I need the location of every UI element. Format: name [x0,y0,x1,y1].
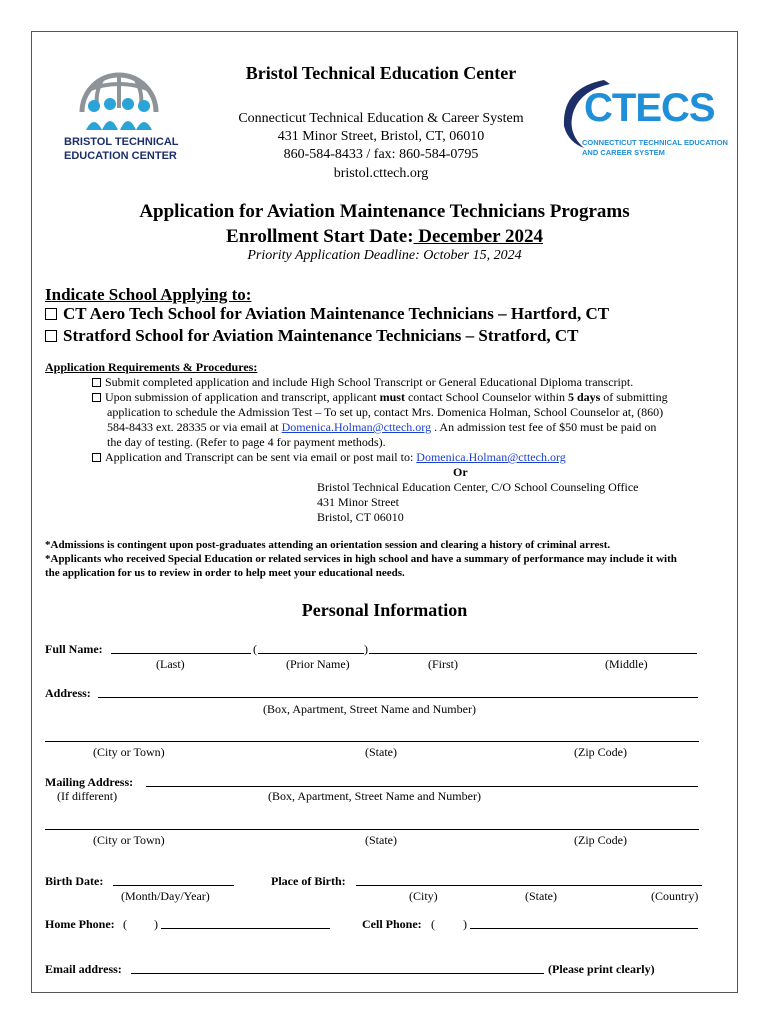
school-select-heading: Indicate School Applying to: [45,285,252,304]
priority-deadline: Priority Application Deadline: October 15, 2024 [247,248,522,263]
home-phone-close-paren: ) [154,917,158,931]
state-hint: (State) [365,745,397,759]
stratford-checkbox[interactable] [45,330,57,342]
mail-address-line1: Bristol Technical Education Center, C/O School Counseling Office [317,480,639,494]
mailing-city-state-zip-field[interactable] [45,817,699,830]
birth-city-hint: (City) [409,889,438,903]
requirement-2-line2: application to schedule the Admission Test – To set up, contact Mrs. Domenica Holman, School Counselor at, (860) [107,405,664,419]
prior-name-close-paren: ) [364,642,368,656]
home-phone-open-paren: ( [123,917,127,931]
requirement-item-2 [92,390,668,405]
note-special-ed-2: the application for us to review in order to help meet your educational needs. [45,567,405,579]
prior-name-field[interactable] [258,641,364,654]
school-website: bristol.cttech.org [333,166,429,181]
address-label: Address: [45,686,91,700]
cell-phone-open-paren: ( [431,917,435,931]
first-middle-name-field[interactable] [369,641,697,654]
req2-must: must [379,390,405,404]
first-hint: (First) [428,657,458,671]
req2-text-c: of submitting [600,390,668,404]
mailing-street-hint: (Box, Apartment, Street Name and Number) [268,789,481,803]
mailing-state-hint: (State) [365,833,397,847]
school-name: Bristol Technical Education Center [245,63,517,83]
school-option-stratford[interactable] [45,326,579,346]
note-criminal: *Admissions is contingent upon post-graduates attending an orientation session and clearing a history of criminal arrest. [45,539,611,551]
zip-hint: (Zip Code) [574,745,627,759]
req2-text-b: contact School Counselor within [404,390,568,404]
address-hint: (Box, Apartment, Street Name and Number) [263,702,476,716]
requirement-2-line3 [107,420,656,435]
mailing-address-field[interactable] [146,774,698,787]
ctecs-wordmark: CTECS [584,86,715,130]
cell-phone-field[interactable] [470,916,698,929]
birth-country-hint: (Country) [651,889,699,903]
counselor-email-link[interactable]: Domenica.Holman@cttech.org [281,420,432,434]
cell-phone-label: Cell Phone: [362,917,422,931]
requirement-2-line4: the day of testing. (Refer to page 4 for payment methods). [107,435,386,449]
address-field[interactable] [98,685,698,698]
counselor-email-link-2[interactable]: Domenica.Holman@cttech.org [416,450,566,464]
bristol-globe-icon [52,60,186,140]
req2-line3-a: 584-8433 ext. 28335 or via email at [107,420,282,434]
enrollment-date: December 2024 [413,226,543,247]
requirement-1-checkbox[interactable] [92,378,101,387]
full-name-label: Full Name: [45,642,103,656]
mailing-zip-hint: (Zip Code) [574,833,627,847]
birth-state-hint: (State) [525,889,557,903]
bristol-logo-line1: BRISTOL TECHNICAL [64,136,179,148]
birth-date-field[interactable] [113,873,234,886]
email-label: Email address: [45,962,122,976]
school-phone-fax: 860-584-8433 / fax: 860-584-0795 [283,147,479,162]
bristol-logo-line2: EDUCATION CENTER [64,150,177,162]
requirement-item-3 [92,450,566,465]
application-title: Application for Aviation Maintenance Technicians Programs [139,201,630,222]
note-special-ed-1: *Applicants who received Special Education or related services in high school and have a summary of performance may include it with [45,553,677,565]
ctecs-logo-line2: AND CAREER SYSTEM [582,148,665,157]
prior-name-hint: (Prior Name) [286,657,350,671]
print-clearly-note: (Please print clearly) [548,962,655,976]
cell-phone-close-paren: ) [463,917,467,931]
city-town-hint: (City or Town) [93,745,165,759]
hartford-checkbox[interactable] [45,308,57,320]
bristol-logo [52,40,186,178]
birth-date-hint: (Month/Day/Year) [121,889,210,903]
place-of-birth-field[interactable] [356,873,702,886]
last-hint: (Last) [156,657,185,671]
req2-days: 5 days [567,390,601,404]
mail-address-line3: Bristol, CT 06010 [317,510,404,524]
if-different-hint: (If different) [57,789,118,803]
enrollment-label: Enrollment Start Date: [226,226,414,247]
mail-address-line2: 431 Minor Street [317,495,399,509]
requirements-heading: Application Requirements & Procedures: [45,360,258,374]
requirement-2-checkbox[interactable] [92,393,101,402]
requirement-1-text: Submit completed application and include High School Transcript or General Educational Diploma transcript. [105,375,634,389]
place-of-birth-label: Place of Birth: [271,874,346,888]
requirement-item-1 [92,375,633,390]
ctecs-logo-line1: CONNECTICUT TECHNICAL EDUCATION [582,138,728,147]
birth-date-label: Birth Date: [45,874,104,888]
personal-info-heading: Personal Information [301,600,468,620]
req2-line3-b: . An admission test fee of $50 must be paid on [431,420,657,434]
req3-text: Application and Transcript can be sent via email or post mail to: [105,450,417,464]
or-label: Or [453,465,468,479]
city-state-zip-field[interactable] [45,729,699,742]
mailing-address-label: Mailing Address: [45,775,134,789]
req2-text-a: Upon submission of application and transcript, applicant [105,390,380,404]
email-field[interactable] [131,961,544,974]
hartford-label: CT Aero Tech School for Aviation Maintenance Technicians – Hartford, CT [63,304,610,323]
system-name: Connecticut Technical Education & Career System [238,111,524,126]
school-address: 431 Minor Street, Bristol, CT, 06010 [277,129,485,144]
prior-name-open-paren: ( [253,642,257,656]
ctecs-logo [554,76,728,162]
home-phone-field[interactable] [161,916,330,929]
requirement-3-checkbox[interactable] [92,453,101,462]
home-phone-label: Home Phone: [45,917,115,931]
mailing-city-hint: (City or Town) [93,833,165,847]
last-name-field[interactable] [111,641,251,654]
school-option-hartford[interactable] [45,304,609,324]
middle-hint: (Middle) [605,657,648,671]
stratford-label: Stratford School for Aviation Maintenance Technicians – Stratford, CT [63,326,579,345]
enrollment-start-date [31,226,738,248]
